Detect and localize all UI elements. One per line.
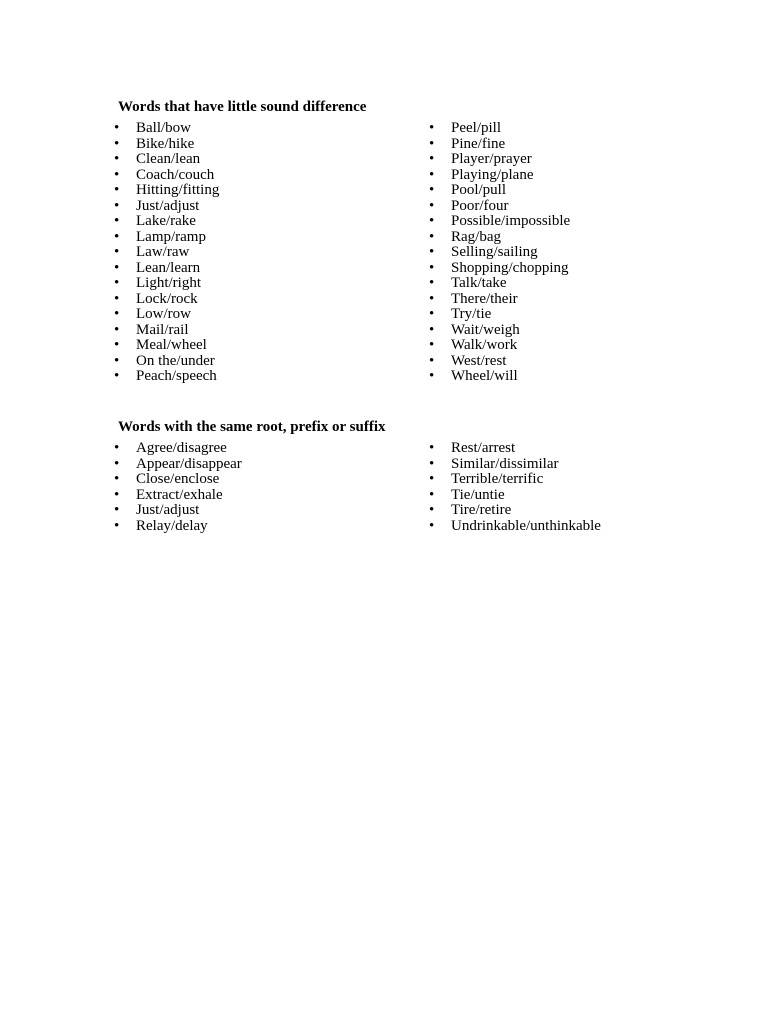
word-pair: Lean/learn bbox=[136, 259, 201, 276]
bullet-icon: • bbox=[429, 321, 435, 338]
bullet-icon: • bbox=[114, 368, 120, 384]
list-item bbox=[114, 369, 219, 385]
word-pair: Lamp/ramp bbox=[136, 228, 206, 245]
list-item bbox=[429, 245, 570, 261]
bullet-icon: • bbox=[114, 244, 120, 260]
list-item bbox=[429, 338, 570, 354]
list-item bbox=[114, 261, 219, 277]
bullet-icon: • bbox=[114, 517, 120, 534]
bullet-icon: • bbox=[114, 166, 120, 183]
word-list-left bbox=[114, 121, 219, 385]
word-pair: Shopping/chopping bbox=[451, 259, 569, 276]
word-pair: Similar/dissimilar bbox=[451, 455, 559, 472]
bullet-icon: • bbox=[429, 455, 435, 472]
list-item bbox=[114, 292, 219, 308]
word-pair: Bike/hike bbox=[136, 135, 195, 152]
bullet-icon: • bbox=[429, 368, 435, 384]
bullet-icon: • bbox=[114, 151, 120, 167]
word-pair: Pine/fine bbox=[451, 135, 506, 152]
word-pair: Try/tie bbox=[451, 306, 492, 322]
word-pair: Extract/exhale bbox=[136, 486, 223, 503]
word-pair: Clean/lean bbox=[136, 151, 201, 167]
bullet-icon: • bbox=[114, 259, 120, 276]
bullet-icon: • bbox=[114, 455, 120, 472]
word-pair: Rag/bag bbox=[451, 228, 501, 245]
word-pair: Law/raw bbox=[136, 244, 190, 260]
list-item bbox=[114, 323, 219, 339]
bullet-icon: • bbox=[114, 197, 120, 214]
section-heading: Words with the same root, prefix or suffix bbox=[118, 419, 386, 435]
bullet-icon: • bbox=[114, 228, 120, 245]
bullet-icon: • bbox=[429, 440, 435, 456]
list-item bbox=[429, 441, 601, 457]
word-pair: Low/row bbox=[136, 306, 191, 322]
word-pair: Mail/rail bbox=[136, 321, 189, 338]
list-item bbox=[429, 183, 570, 199]
list-item bbox=[429, 261, 570, 277]
word-pair: Playing/plane bbox=[451, 166, 534, 183]
bullet-icon: • bbox=[429, 120, 435, 136]
bullet-icon: • bbox=[114, 120, 120, 136]
bullet-icon: • bbox=[429, 228, 435, 245]
list-item bbox=[429, 168, 570, 184]
word-pair: Coach/couch bbox=[136, 166, 215, 183]
section-sound-difference bbox=[114, 97, 678, 384]
word-pair: Poor/four bbox=[451, 197, 509, 214]
list-item bbox=[114, 230, 219, 246]
section-root-prefix-suffix bbox=[114, 417, 678, 534]
list-item bbox=[429, 292, 570, 308]
list-item bbox=[429, 457, 601, 473]
word-pair: Tie/untie bbox=[451, 486, 505, 503]
bullet-icon: • bbox=[429, 337, 435, 353]
list-item bbox=[114, 276, 219, 292]
word-pair: Ball/bow bbox=[136, 120, 191, 136]
word-pair: Hitting/fitting bbox=[136, 182, 220, 198]
word-list-right bbox=[429, 441, 601, 534]
bullet-icon: • bbox=[429, 244, 435, 260]
bullet-icon: • bbox=[114, 471, 120, 487]
word-pair: Pool/pull bbox=[451, 182, 507, 198]
bullet-icon: • bbox=[114, 321, 120, 338]
word-pair: Agree/disagree bbox=[136, 440, 227, 456]
list-item bbox=[114, 183, 219, 199]
word-pair: Appear/disappear bbox=[136, 455, 242, 472]
list-item bbox=[429, 152, 570, 168]
list-item bbox=[114, 307, 219, 323]
bullet-icon: • bbox=[114, 182, 120, 198]
word-pair: Tire/retire bbox=[451, 502, 512, 518]
word-pair: Wheel/will bbox=[451, 368, 518, 384]
list-item bbox=[429, 369, 570, 385]
list-item bbox=[429, 503, 601, 519]
word-pair: Peel/pill bbox=[451, 120, 501, 136]
word-pair: Walk/work bbox=[451, 337, 518, 353]
list-item bbox=[429, 519, 601, 535]
bullet-icon: • bbox=[114, 306, 120, 322]
word-pair: There/their bbox=[451, 290, 518, 307]
list-item bbox=[114, 199, 219, 215]
word-pair: Relay/delay bbox=[136, 517, 208, 534]
bullet-icon: • bbox=[114, 440, 120, 456]
list-item bbox=[114, 488, 242, 504]
list-item bbox=[114, 121, 219, 137]
word-pair: Lock/rock bbox=[136, 290, 198, 307]
list-item bbox=[114, 137, 219, 153]
list-item bbox=[429, 307, 570, 323]
bullet-icon: • bbox=[429, 517, 435, 534]
list-item bbox=[114, 457, 242, 473]
list-item bbox=[429, 354, 570, 370]
list-item bbox=[114, 245, 219, 261]
list-item bbox=[114, 338, 219, 354]
bullet-icon: • bbox=[114, 337, 120, 353]
word-pair: Rest/arrest bbox=[451, 440, 516, 456]
word-pair: Terrible/terrific bbox=[451, 471, 544, 487]
bullet-icon: • bbox=[114, 275, 120, 291]
bullet-icon: • bbox=[114, 502, 120, 518]
bullet-icon: • bbox=[429, 290, 435, 307]
word-pair: On the/under bbox=[136, 352, 215, 369]
list-item bbox=[429, 488, 601, 504]
word-pair: Meal/wheel bbox=[136, 337, 207, 353]
word-pair: Undrinkable/unthinkable bbox=[451, 517, 601, 534]
bullet-icon: • bbox=[429, 182, 435, 198]
word-pair: West/rest bbox=[451, 352, 507, 369]
list-item bbox=[429, 199, 570, 215]
list-item bbox=[429, 121, 570, 137]
bullet-icon: • bbox=[429, 151, 435, 167]
list-item bbox=[114, 168, 219, 184]
bullet-icon: • bbox=[114, 486, 120, 503]
bullet-icon: • bbox=[429, 502, 435, 518]
section-heading: Words that have little sound difference bbox=[118, 99, 367, 115]
word-pair: Possible/impossible bbox=[451, 213, 571, 229]
bullet-icon: • bbox=[429, 306, 435, 322]
word-pair: Wait/weigh bbox=[451, 321, 520, 338]
bullet-icon: • bbox=[429, 135, 435, 152]
bullet-icon: • bbox=[114, 290, 120, 307]
list-item bbox=[114, 519, 242, 535]
word-list-right bbox=[429, 121, 570, 385]
list-item bbox=[429, 214, 570, 230]
list-item bbox=[429, 230, 570, 246]
list-item bbox=[429, 472, 601, 488]
bullet-icon: • bbox=[429, 197, 435, 214]
word-pair: Player/prayer bbox=[451, 151, 532, 167]
word-list-left bbox=[114, 441, 242, 534]
word-pair: Lake/rake bbox=[136, 213, 196, 229]
word-pair: Light/right bbox=[136, 275, 201, 291]
list-item bbox=[429, 137, 570, 153]
list-item bbox=[114, 503, 242, 519]
list-item bbox=[114, 472, 242, 488]
bullet-icon: • bbox=[429, 213, 435, 229]
list-item bbox=[429, 276, 570, 292]
word-pair: Just/adjust bbox=[136, 502, 200, 518]
bullet-icon: • bbox=[114, 213, 120, 229]
word-pair: Talk/take bbox=[451, 275, 507, 291]
bullet-icon: • bbox=[429, 166, 435, 183]
word-pair: Close/enclose bbox=[136, 471, 220, 487]
bullet-icon: • bbox=[429, 471, 435, 487]
bullet-icon: • bbox=[429, 486, 435, 503]
word-pair: Peach/speech bbox=[136, 368, 217, 384]
bullet-icon: • bbox=[429, 259, 435, 276]
list-item bbox=[114, 214, 219, 230]
list-item bbox=[114, 354, 219, 370]
bullet-icon: • bbox=[429, 352, 435, 369]
list-item bbox=[114, 441, 242, 457]
bullet-icon: • bbox=[114, 352, 120, 369]
list-item bbox=[114, 152, 219, 168]
bullet-icon: • bbox=[429, 275, 435, 291]
bullet-icon: • bbox=[114, 135, 120, 152]
list-item bbox=[429, 323, 570, 339]
word-pair: Selling/sailing bbox=[451, 244, 538, 260]
word-pair: Just/adjust bbox=[136, 197, 200, 214]
